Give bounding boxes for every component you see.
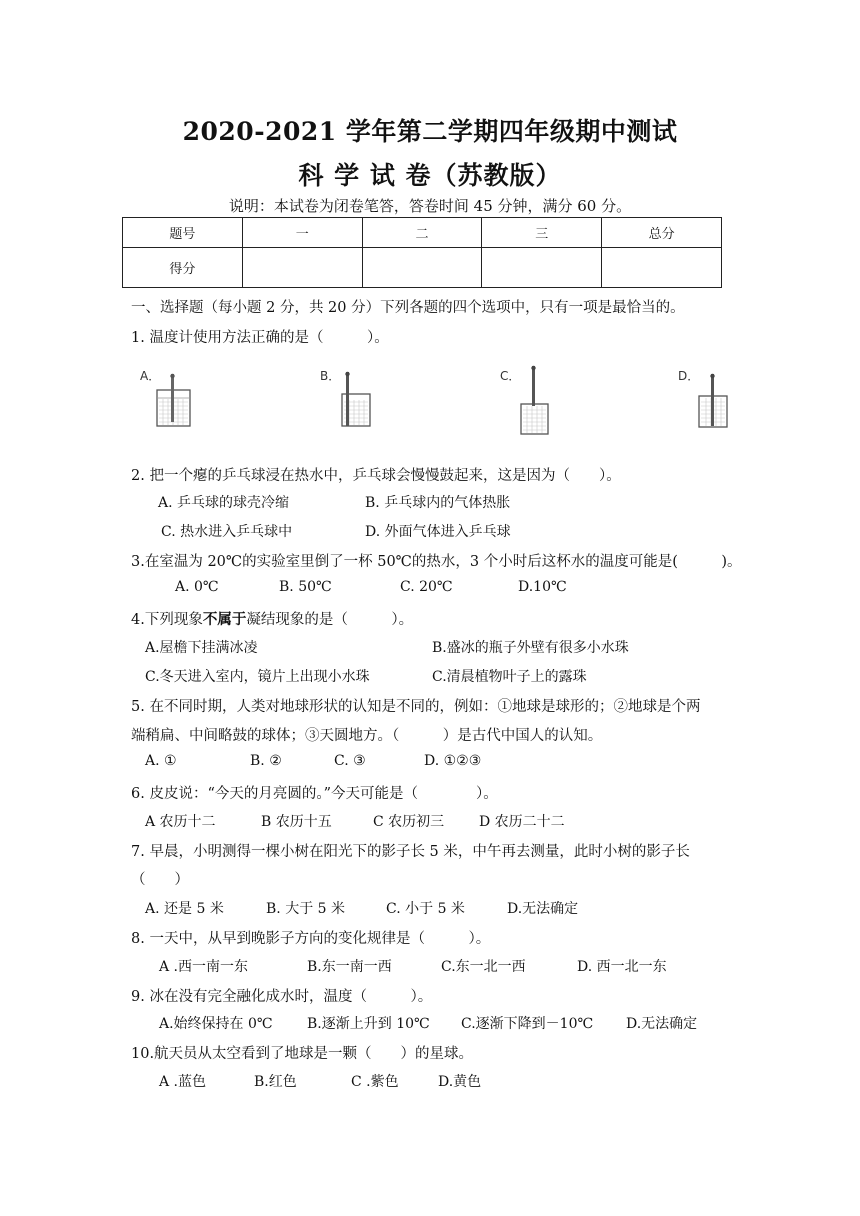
option-image-label-b: B． <box>320 369 341 383</box>
question-7-stem-line1: 7. 早晨，小明测得一棵小树在阳光下的影子长 5 米，中午再去测量，此时小树的影子长 <box>131 844 690 860</box>
score-table-cell: 题号 <box>123 218 243 248</box>
question-8-stem: 8. 一天中，从早到晚影子方向的变化规律是（ ）。 <box>131 931 491 947</box>
question-4-option-c[interactable]: C.冬天进入室内，镜片上出现小水珠 <box>145 669 370 685</box>
question-6-option-a[interactable]: A 农历十二 <box>145 814 216 830</box>
score-entry-cell[interactable] <box>242 248 362 288</box>
score-entry-cell[interactable] <box>362 248 482 288</box>
question-2-option-a[interactable]: A. 乒乓球的球壳冷缩 <box>158 495 290 511</box>
question-8-option-b[interactable]: B.东一南一西 <box>307 959 392 975</box>
question-4-stem <box>131 608 413 629</box>
score-table-cell: 得分 <box>123 248 243 288</box>
question-5-stem-line2: 端稍扁、中间略鼓的球体；③天圆地方。（ ）是古代中国人的认知。 <box>131 728 603 744</box>
question-10-option-a[interactable]: A .蓝色 <box>159 1074 207 1090</box>
exam-instructions: 说明：本试卷为闭卷笔答，答卷时间 45 分钟，满分 60 分。 <box>228 197 632 215</box>
exam-title: 2020-2021 学年第二学期四年级期中测试 <box>182 117 678 146</box>
question-6-stem: 6. 皮皮说：“今天的月亮圆的。”今天可能是（ ）。 <box>131 786 498 802</box>
question-3-option-a[interactable]: A. 0℃ <box>175 579 219 595</box>
question-6-option-c[interactable]: C 农历初三 <box>373 814 445 830</box>
option-image-label-d: D． <box>678 369 700 383</box>
score-entry-cell[interactable] <box>482 248 602 288</box>
question-9-option-d[interactable]: D.无法确定 <box>626 1016 698 1032</box>
question-4-emphasis: 不属于 <box>202 611 247 628</box>
question-9-stem: 9. 冰在没有完全融化成水时，温度（ ）。 <box>131 989 433 1005</box>
question-3-stem: 3.在室温为 20℃的实验室里倒了一杯 50℃的热水，3 个小时后这杯水的温度可能是( )。 <box>131 554 742 570</box>
question-8-option-c[interactable]: C.东一北一西 <box>441 959 526 975</box>
question-5-option-a[interactable]: A. ① <box>145 753 177 769</box>
thermometer-beaker-icon <box>340 370 374 430</box>
question-8-option-a[interactable]: A .西一南一东 <box>159 959 249 975</box>
score-table <box>122 217 722 288</box>
option-image-label-a: A． <box>140 369 161 383</box>
question-1-stem: 1. 温度计使用方法正确的是（ ）。 <box>131 330 389 346</box>
score-entry-cell[interactable] <box>602 248 722 288</box>
question-4-option-a[interactable]: A.屋檐下挂满冰凌 <box>145 640 258 656</box>
exam-subtitle: 科 学 试 卷（苏教版） <box>298 161 562 190</box>
question-10-option-b[interactable]: B.红色 <box>254 1074 297 1090</box>
section-heading: 一、选择题（每小题 2 分，共 20 分）下列各题的四个选项中，只有一项是最恰当的。 <box>131 300 685 316</box>
question-4-stem-start: 4.下列现象 <box>131 612 203 628</box>
question-9-option-a[interactable]: A.始终保持在 0℃ <box>159 1016 273 1032</box>
question-7-option-c[interactable]: C. 小于 5 米 <box>386 901 465 917</box>
question-4-stem-end: 凝结现象的是（ ）。 <box>246 612 414 628</box>
question-6-option-b[interactable]: B 农历十五 <box>261 814 332 830</box>
question-7-option-d[interactable]: D.无法确定 <box>507 901 579 917</box>
question-9-option-c[interactable]: C.逐渐下降到－10℃ <box>461 1016 594 1032</box>
question-7-option-a[interactable]: A. 还是 5 米 <box>145 901 224 917</box>
question-4-option-d[interactable]: C.清晨植物叶子上的露珠 <box>432 669 587 685</box>
question-10-option-c[interactable]: C .紫色 <box>351 1074 399 1090</box>
score-table-cell: 二 <box>362 218 482 248</box>
score-table-cell: 三 <box>482 218 602 248</box>
thermometer-beaker-icon <box>155 372 195 430</box>
score-table-cell: 一 <box>242 218 362 248</box>
question-5-stem-line1: 5. 在不同时期，人类对地球形状的认知是不同的，例如：①地球是球形的；②地球是个两 <box>131 699 701 715</box>
score-table-header-row <box>123 218 722 248</box>
question-7-option-b[interactable]: B. 大于 5 米 <box>266 901 345 917</box>
question-4-option-b[interactable]: B.盛冰的瓶子外壁有很多小水珠 <box>432 640 629 656</box>
question-2-option-c[interactable]: C. 热水进入乒乓球中 <box>161 524 293 540</box>
score-table-cell: 总分 <box>602 218 722 248</box>
score-table-score-row <box>123 248 722 288</box>
question-5-option-c[interactable]: C. ③ <box>334 753 366 769</box>
question-10-option-d[interactable]: D.黄色 <box>438 1074 482 1090</box>
question-8-option-d[interactable]: D. 西一北一东 <box>577 959 667 975</box>
question-2-stem: 2. 把一个瘪的乒乓球浸在热水中，乒乓球会慢慢鼓起来，这是因为（ ）。 <box>131 468 621 484</box>
question-6-option-d[interactable]: D 农历二十二 <box>479 814 565 830</box>
question-9-option-b[interactable]: B.逐渐上升到 10℃ <box>307 1016 430 1032</box>
question-3-option-b[interactable]: B. 50℃ <box>279 579 332 595</box>
question-3-option-d[interactable]: D.10℃ <box>518 579 567 595</box>
thermometer-beaker-icon <box>518 364 552 436</box>
question-2-option-b[interactable]: B. 乒乓球内的气体热胀 <box>365 495 511 511</box>
question-10-stem: 10.航天员从太空看到了地球是一颗（ ）的星球。 <box>131 1046 474 1062</box>
option-image-label-c: C． <box>500 369 521 383</box>
question-2-option-d[interactable]: D. 外面气体进入乒乓球 <box>365 524 511 540</box>
question-5-option-d[interactable]: D. ①②③ <box>424 753 482 769</box>
question-3-option-c[interactable]: C. 20℃ <box>400 579 453 595</box>
thermometer-beaker-icon <box>697 372 731 430</box>
question-7-stem-line2: （ ） <box>131 872 189 888</box>
question-5-option-b[interactable]: B. ② <box>250 753 282 769</box>
